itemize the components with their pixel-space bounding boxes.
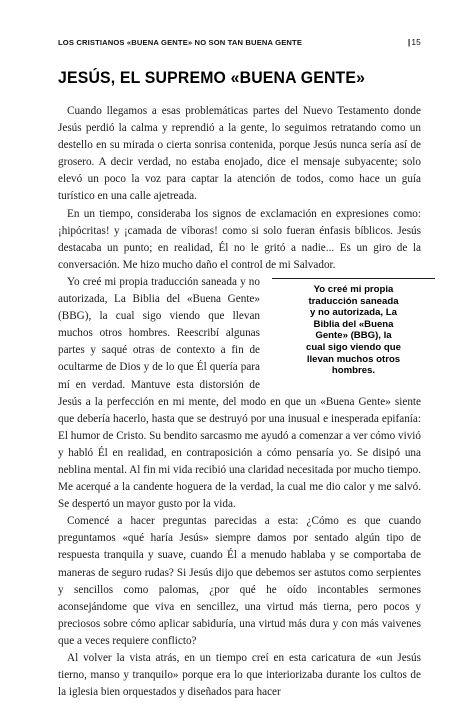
paragraph-5: Al volver la vista atrás, en un tiempo creí en esta caricatura de «un Jesús tierno, manso y tranquilo» porque era lo que interiorizaba durante los cultos de la iglesia bien orquestados y diseñados para hacer: [58, 652, 421, 699]
pull-quote-line: hombres.: [331, 365, 376, 377]
pull-quote-line: cual sigo viendo que: [306, 341, 401, 353]
paragraph-3: Yo creé mi propia traducción saneada y no autorizada, La Biblia del «Buena Gente» (BBG), la cual sigo viendo que llevan muchos otros hombres. Reescribí algunas partes y saqué otras de contexto a fin de ocultarme de Dios y de lo que Él quería para mí en verdad. Mantuve esta distorsión de Jesús a la perfección en mi mente, del modo en que un «Buena Gente» siente que debería hacerlo, hasta que se destruyó por una inusual e inesperada epifanía: El humor de Cristo. Su bendito sarcasmo me ayudó a comenzar a ver cómo vivió y habló Él en realidad, en contraposición a cómo pensaría yo. Se disipó una neblina mental. Al fin mi vida recibió una claridad necesitada por mucho tiempo. Me acerqué a la candente hoguera de la verdad, la cual me dio calor y me salvó. Se despertó un mayor gusto por la vida.: [58, 275, 421, 511]
running-header-title: LOS CRISTIANOS «BUENA GENTE» NO SON TAN BUENA GENTE: [58, 38, 303, 47]
chapter-heading: JESÚS, EL SUPREMO «BUENA GENTE»: [58, 68, 366, 87]
pull-quote-line: Gente» (BBG), la: [315, 330, 392, 342]
page-number-value: 15: [411, 37, 421, 47]
pull-quote: [272, 278, 435, 377]
pull-quote-line: llevan muchos otros: [306, 353, 401, 365]
pull-quote-line: Biblia del «Buena: [313, 318, 394, 330]
page-number: [408, 37, 421, 47]
body-text: [58, 95, 421, 701]
pull-quote-line: traducción saneada: [308, 295, 399, 307]
paragraph-4: Comencé a hacer preguntas parecidas a esta: ¿Cómo es que cuando preguntamos «qué haría Jesús» siempre damos por sentado algún tipo de respuesta tranquila y suave, cuando Él a menudo hablaba y se comportaba de maneras de seguro rudas? Si Jesús dijo que debemos ser astutos como serpientes y sencillos como palomas, ¿por qué he oído incontables sermones aconsejándome que viva en sencillez, una virtud más tierna, pero pocos y preciosos sobre cómo aplicar sabiduría, una virtud más dura y con más vaivenes que a veces requiere conflicto?: [58, 515, 421, 647]
pull-quote-line: Yo creé mi propia: [313, 283, 394, 295]
paragraph-1: Cuando llegamos a esas problemáticas partes del Nuevo Testamento donde Jesús perdió la calma y reprendió a la gente, lo seguimos retratando como un destello en su mirada o cierta sonrisa contenida, porque Jesús nunca sería así de grosero. A decir verdad, no estaba enojado, dice el mensaje subyacente; solo elevó un poco la voz para captar la atención de todos, como hace un guía turístico en una calle ajetreada.: [58, 105, 421, 203]
pull-quote-line: y no autorizada, La: [310, 307, 397, 319]
page-number-divider: |: [407, 37, 411, 47]
paragraph-2: En un tiempo, consideraba los signos de exclamación en expresiones como: ¡hipócritas! y ¡camada de víboras! como si solo fueran énfasis bíblicos. Jesús destacaba un punto; en realidad, Él no le gritó a nadie... Es un giro de la conversación. Me hizo mucho daño el control de mi Salvador.: [58, 207, 421, 271]
